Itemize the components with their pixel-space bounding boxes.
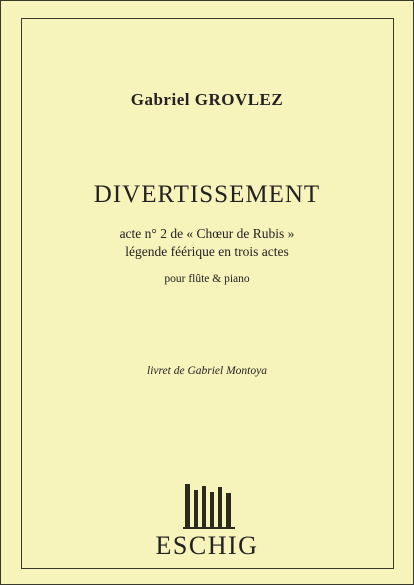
column-bars-logo-icon bbox=[182, 481, 236, 531]
libretto-credit: livret de Gabriel Montoya bbox=[147, 365, 267, 377]
instrumentation: pour flûte & piano bbox=[164, 273, 250, 285]
composer-name bbox=[1, 90, 413, 110]
subtitle-legend: légende féérique en trois actes bbox=[125, 244, 289, 259]
composer-first-name: Gabriel bbox=[130, 90, 190, 109]
work-title: DIVERTISSEMENT bbox=[93, 181, 321, 208]
subtitle-act: acte n° 2 de « Chœur de Rubis » bbox=[119, 226, 295, 241]
publisher-name: ESCHIG bbox=[155, 531, 259, 560]
composer-last-name: GROVLEZ bbox=[194, 90, 284, 109]
